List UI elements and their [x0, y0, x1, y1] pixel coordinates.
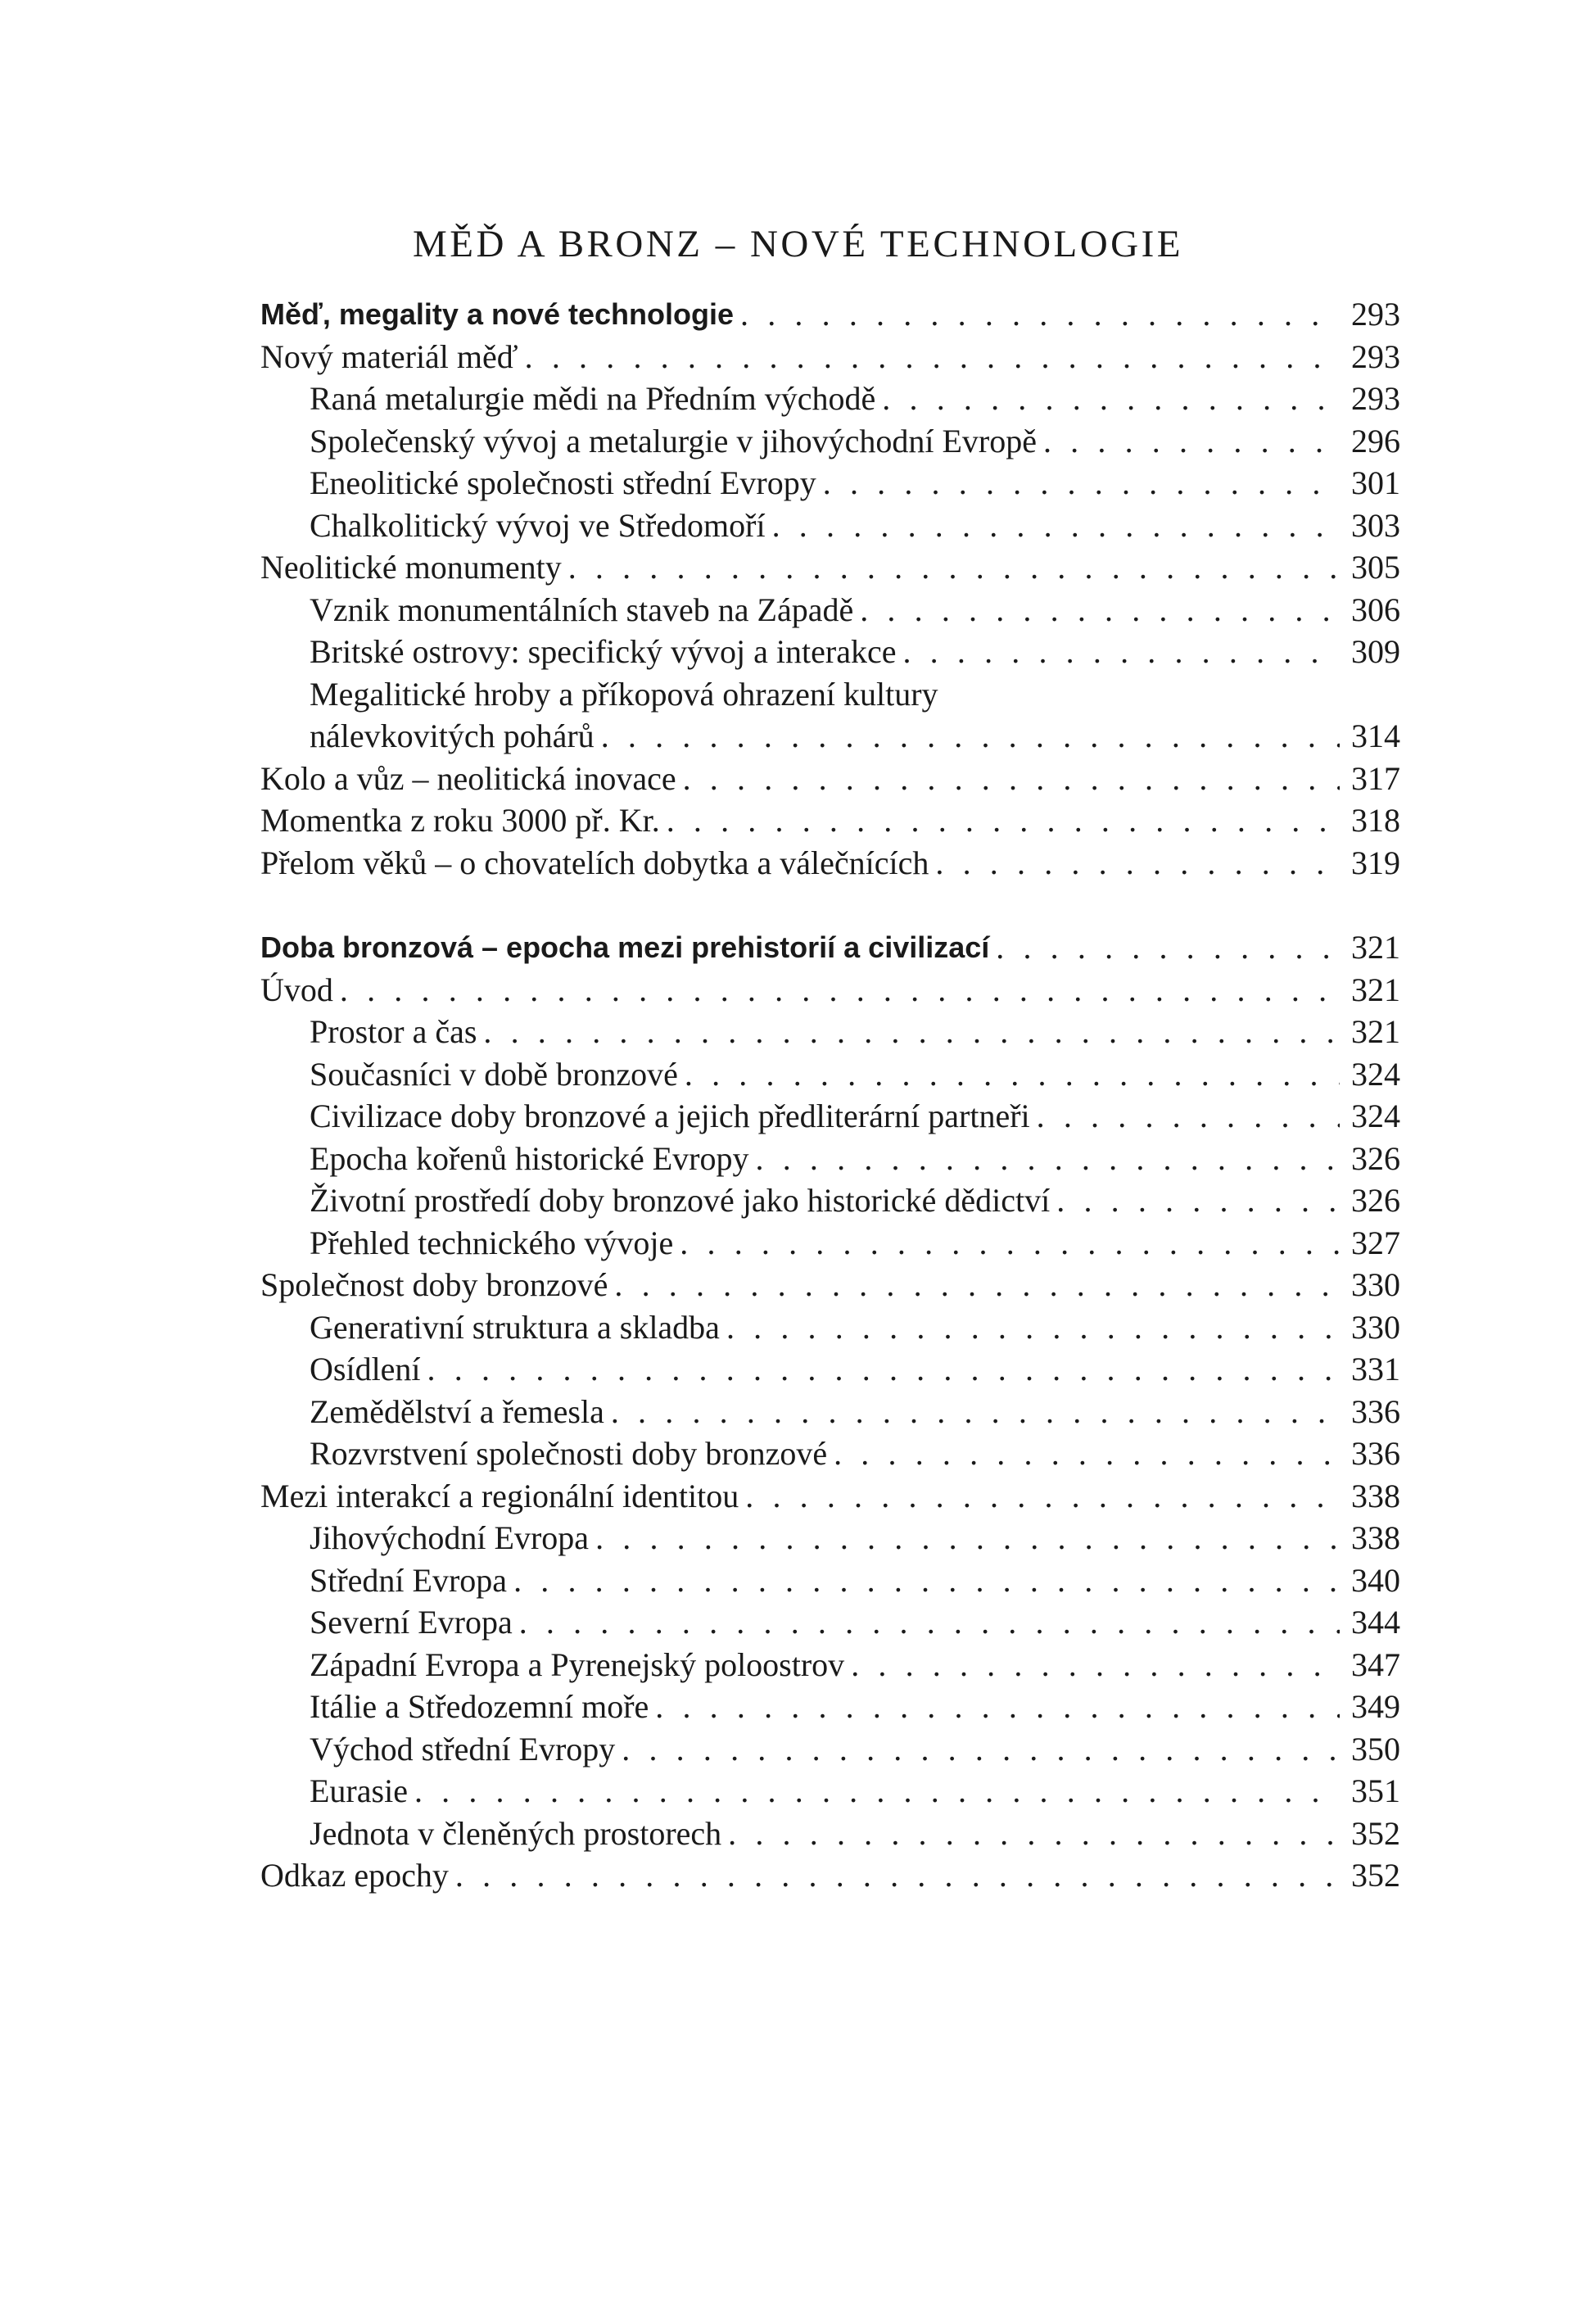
toc-subentry-line2[interactable] — [260, 715, 1400, 758]
toc-entry[interactable] — [260, 758, 1400, 800]
toc-subentry[interactable] — [260, 1053, 1400, 1096]
toc-page-number: 314 — [1351, 717, 1400, 754]
toc-entry-title: Společenský vývoj a metalurgie v jihovýchodní Evropě — [310, 422, 1037, 459]
toc-heading[interactable] — [260, 926, 1400, 969]
toc-entry-title: Raná metalurgie mědi na Předním východě — [310, 380, 876, 417]
toc-page-number: 350 — [1351, 1730, 1400, 1768]
toc-page-number: 306 — [1351, 591, 1400, 628]
toc-page-number: 318 — [1351, 802, 1400, 839]
toc-subentry[interactable] — [260, 378, 1400, 420]
toc-heading-title: Doba bronzová – epocha mezi prehistorií a civilizací — [260, 930, 990, 964]
toc-entry-title: Společnost doby bronzové — [260, 1266, 608, 1303]
dot-leader — [340, 969, 1340, 1012]
dot-leader — [996, 926, 1340, 969]
dot-leader — [595, 1517, 1340, 1559]
dot-leader — [1037, 1095, 1340, 1138]
toc-subentry[interactable] — [260, 1686, 1400, 1728]
toc-entry-title: Současníci v době bronzové — [310, 1055, 678, 1093]
toc-entry-title: Střední Evropa — [310, 1561, 508, 1599]
toc-entry-title: Megalitické hroby a příkopová ohrazení kultury — [310, 675, 938, 713]
toc-entry[interactable] — [260, 1475, 1400, 1518]
toc-entry-title: Západní Evropa a Pyrenejský poloostrov — [310, 1645, 845, 1683]
toc-entry-title: Civilizace doby bronzové a jejich předliterární partneři — [310, 1098, 1030, 1134]
dot-leader — [851, 1644, 1340, 1686]
toc-entry-title: Neolitické monumenty — [260, 549, 562, 586]
toc-entry-title: Životní prostředí doby bronzové jako historické dědictví — [310, 1182, 1051, 1219]
toc-entry[interactable] — [260, 546, 1400, 589]
dot-leader — [882, 378, 1340, 420]
toc-section-bronze — [260, 926, 1400, 1897]
toc-entry[interactable] — [260, 1854, 1400, 1897]
dot-leader — [834, 1433, 1340, 1475]
dot-leader — [568, 546, 1340, 589]
toc-entry-title: Nový materiál měď — [260, 337, 518, 375]
toc-heading-title: Měď, megality a nové technologie — [260, 297, 735, 331]
toc-page-number: 296 — [1351, 422, 1400, 459]
dot-leader — [513, 1559, 1340, 1602]
toc-subentry[interactable] — [260, 462, 1400, 505]
dot-leader — [611, 1391, 1340, 1433]
toc-subentry[interactable] — [260, 1644, 1400, 1686]
toc-entry-title: Itálie a Středozemní moře — [310, 1688, 649, 1725]
toc-entry-title: Jednota v členěných prostorech — [310, 1814, 722, 1852]
toc-page-number: 338 — [1351, 1477, 1400, 1514]
toc-entry-title: Kolo a vůz – neolitická inovace — [260, 759, 676, 797]
toc-page-number: 327 — [1351, 1224, 1400, 1261]
toc-page-number: 317 — [1351, 759, 1400, 797]
toc-subentry-line1[interactable] — [260, 673, 1400, 716]
toc-subentry[interactable] — [260, 1138, 1400, 1180]
toc-page-number: 344 — [1351, 1604, 1400, 1641]
toc-entry-title: Severní Evropa — [310, 1604, 513, 1641]
dot-leader — [745, 1475, 1340, 1518]
toc-entry-title: Osídlení — [310, 1351, 421, 1387]
toc-subentry[interactable] — [260, 1348, 1400, 1391]
toc-entry-title: Východ střední Evropy — [310, 1730, 616, 1768]
toc-subentry[interactable] — [260, 1601, 1400, 1644]
toc-entry[interactable] — [260, 842, 1400, 885]
toc-page-number: 319 — [1351, 844, 1400, 881]
dot-leader — [772, 505, 1340, 547]
toc-page-number: 326 — [1351, 1182, 1400, 1219]
dot-leader — [683, 758, 1340, 800]
toc-subentry[interactable] — [260, 1517, 1400, 1559]
dot-leader — [935, 842, 1340, 885]
toc-entry[interactable] — [260, 969, 1400, 1012]
toc-subentry[interactable] — [260, 1813, 1400, 1855]
dot-leader — [726, 1306, 1340, 1349]
toc-entry-title: Prostor a čas — [310, 1013, 477, 1050]
toc-subentry[interactable] — [260, 1179, 1400, 1222]
dot-leader — [1043, 420, 1340, 463]
toc-subentry[interactable] — [260, 1391, 1400, 1433]
dot-leader — [455, 1854, 1340, 1897]
toc-page-number: 321 — [1351, 929, 1400, 966]
toc-entry-title: Přehled technického vývoje — [310, 1224, 674, 1261]
toc-entry[interactable] — [260, 1264, 1400, 1306]
toc-page-number: 305 — [1351, 549, 1400, 586]
toc-page-number: 309 — [1351, 633, 1400, 670]
toc-entry-title-cont: nálevkovitých pohárů — [310, 717, 595, 754]
toc-subentry[interactable] — [260, 1433, 1400, 1475]
toc-entry-title: Mezi interakcí a regionální identitou — [260, 1477, 739, 1514]
toc-entry-title: Odkaz epochy — [260, 1857, 449, 1894]
dot-leader — [680, 1222, 1340, 1265]
dot-leader — [655, 1686, 1340, 1728]
toc-subentry[interactable] — [260, 1559, 1400, 1602]
toc-subentry[interactable] — [260, 631, 1400, 673]
dot-leader — [740, 293, 1340, 336]
table-of-contents — [260, 293, 1400, 1897]
dot-leader — [667, 799, 1340, 842]
toc-entry-title: Rozvrstvení společnosti doby bronzové — [310, 1435, 828, 1472]
toc-entry-title: Zemědělství a řemesla — [310, 1392, 604, 1430]
dot-leader — [614, 1264, 1340, 1306]
toc-heading[interactable] — [260, 293, 1400, 336]
toc-entry-title: Eurasie — [310, 1772, 408, 1809]
toc-subentry[interactable] — [260, 589, 1400, 631]
toc-page-number: 349 — [1351, 1688, 1400, 1725]
toc-page-number: 330 — [1351, 1266, 1400, 1303]
toc-entry-title: Eneolitické společnosti střední Evropy — [310, 464, 816, 501]
toc-page-number: 324 — [1351, 1055, 1400, 1093]
toc-subentry[interactable] — [260, 1306, 1400, 1349]
toc-page-number: 293 — [1351, 337, 1400, 375]
dot-leader — [601, 715, 1340, 758]
toc-subentry[interactable] — [260, 1770, 1400, 1813]
toc-entry-title: Přelom věků – o chovatelích dobytka a válečnících — [260, 844, 929, 881]
dot-leader — [823, 462, 1340, 505]
toc-page-number: 321 — [1351, 1013, 1400, 1050]
toc-subentry[interactable] — [260, 1095, 1400, 1138]
toc-page-number: 338 — [1351, 1519, 1400, 1556]
dot-leader — [414, 1770, 1340, 1813]
toc-subentry[interactable] — [260, 420, 1400, 463]
toc-page-number: 351 — [1351, 1772, 1400, 1809]
toc-entry-title: Britské ostrovy: specifický vývoj a interakce — [310, 633, 897, 670]
toc-page-number: 324 — [1351, 1098, 1400, 1134]
toc-page-number: 303 — [1351, 506, 1400, 544]
toc-subentry[interactable] — [260, 505, 1400, 547]
toc-subentry[interactable] — [260, 1222, 1400, 1265]
page-title: MĚĎ A BRONZ – NOVÉ TECHNOLOGIE — [413, 223, 1183, 266]
dot-leader — [728, 1813, 1340, 1855]
toc-page-number: 352 — [1351, 1814, 1400, 1852]
toc-entry-title: Epocha kořenů historické Evropy — [310, 1139, 749, 1177]
toc-entry-title: Generativní struktura a skladba — [310, 1308, 720, 1346]
dot-leader — [902, 631, 1340, 673]
toc-section-copper — [260, 293, 1400, 884]
toc-entry-title: Vznik monumentálních staveb na Západě — [310, 591, 854, 628]
toc-page-number: 293 — [1351, 296, 1400, 333]
toc-page-number: 331 — [1351, 1351, 1400, 1387]
dot-leader — [1056, 1179, 1340, 1222]
toc-page-number: 336 — [1351, 1435, 1400, 1472]
dot-leader — [622, 1728, 1340, 1771]
toc-page-number: 336 — [1351, 1392, 1400, 1430]
dot-leader — [685, 1053, 1340, 1096]
toc-page-number: 301 — [1351, 464, 1400, 501]
toc-page-number: 321 — [1351, 971, 1400, 1008]
dot-leader — [860, 589, 1340, 631]
dot-leader — [756, 1138, 1340, 1180]
toc-entry[interactable] — [260, 799, 1400, 842]
toc-page-number: 326 — [1351, 1139, 1400, 1177]
toc-entry-title: Jihovýchodní Evropa — [310, 1519, 590, 1556]
toc-entry[interactable] — [260, 336, 1400, 378]
toc-page-number: 340 — [1351, 1561, 1400, 1599]
toc-entry-title: Úvod — [260, 971, 333, 1008]
toc-subentry[interactable] — [260, 1011, 1400, 1053]
toc-page-number: 347 — [1351, 1645, 1400, 1683]
toc-page-number: 352 — [1351, 1857, 1400, 1894]
dot-leader — [483, 1011, 1340, 1053]
dot-leader — [525, 336, 1340, 378]
dot-leader — [519, 1601, 1340, 1644]
toc-entry-title: Momentka z roku 3000 př. Kr. — [260, 802, 660, 839]
toc-page-number: 330 — [1351, 1308, 1400, 1346]
dot-leader — [427, 1348, 1340, 1391]
toc-page-number: 293 — [1351, 380, 1400, 417]
toc-entry-title: Chalkolitický vývoj ve Středomoří — [310, 506, 766, 544]
toc-subentry[interactable] — [260, 1728, 1400, 1771]
